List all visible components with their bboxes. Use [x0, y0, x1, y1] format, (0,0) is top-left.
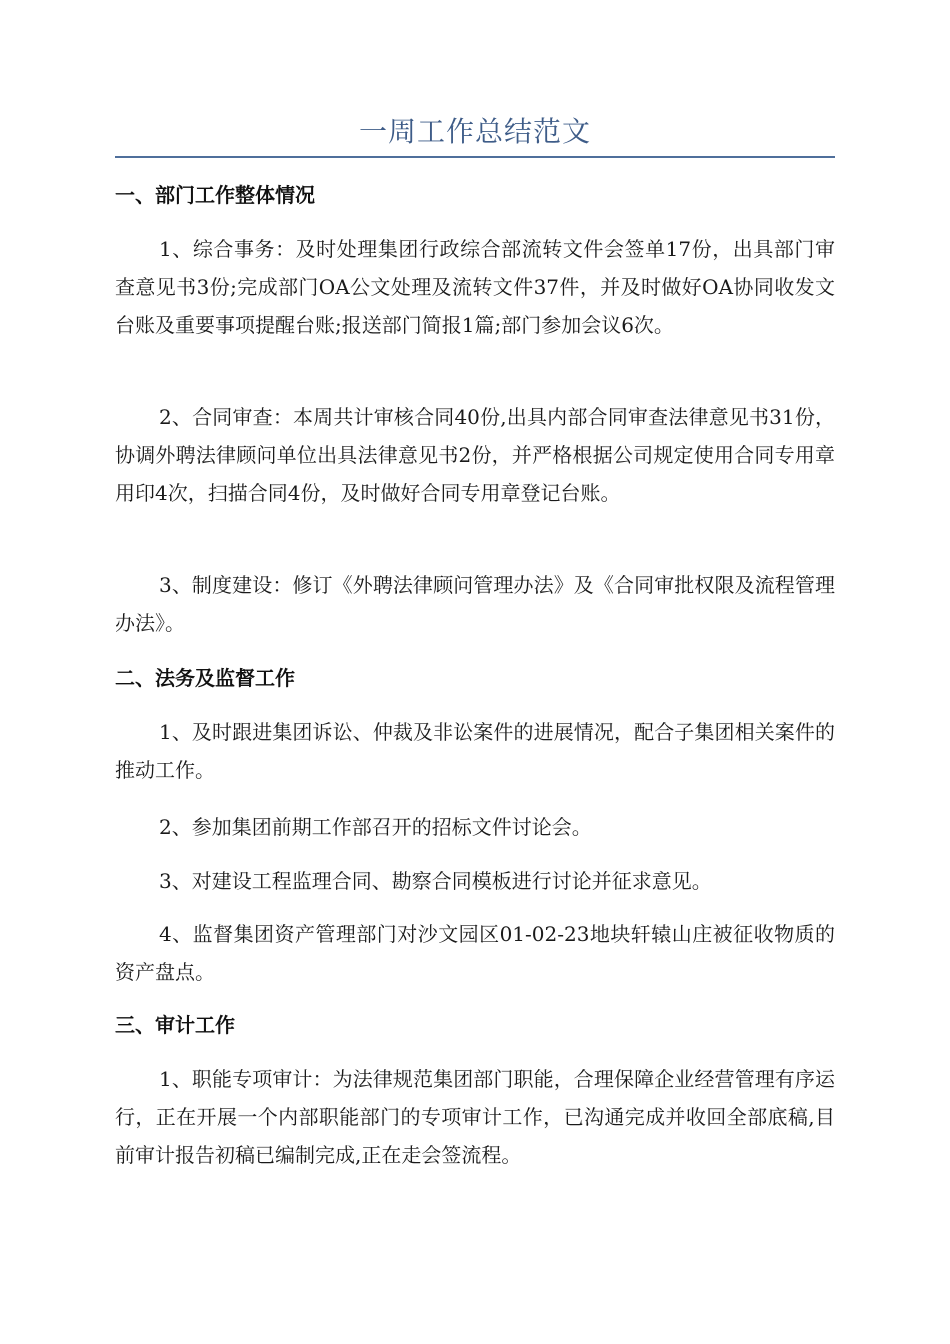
paragraph-3-1: 1、职能专项审计：为法律规范集团部门职能，合理保障企业经营管理有序运行，正在开展一个内部职能部门的专项审计工作，已沟通完成并收回全部底稿,目前审计报告初稿已编制完成,正在走会签流程。 [115, 1067, 835, 1167]
paragraph-1-3: 3、制度建设：修订《外聘法律顾问管理办法》及《合同审批权限及流程管理办法》。 [115, 573, 835, 635]
section-heading-2: 二、法务及监督工作 [115, 666, 295, 690]
paragraph-1-1: 1、综合事务：及时处理集团行政综合部流转文件会签单17份，出具部门审查意见书3份;完成部门OA公文处理及流转文件37件，并及时做好OA协同收发文台账及重要事项提醒台账;报送部门简报1篇;部门参加会议6次。 [115, 237, 835, 337]
section-heading-1: 一、部门工作整体情况 [115, 183, 315, 207]
paragraph-2-4: 4、监督集团资产管理部门对沙文园区01-02-23地块轩辕山庄被征收物质的资产盘点。 [115, 922, 835, 984]
paragraph-1-2: 2、合同审查：本周共计审核合同40份,出具内部合同审查法律意见书31份，协调外聘法律顾问单位出具法律意见书2份，并严格根据公司规定使用合同专用章用印4次，扫描合同4份，及时做好合同专用章登记台账。 [115, 405, 835, 505]
section-heading-3: 三、审计工作 [115, 1013, 235, 1037]
title-block [115, 110, 835, 158]
paragraph-2-1: 1、及时跟进集团诉讼、仲裁及非讼案件的进展情况，配合子集团相关案件的推动工作。 [115, 720, 835, 782]
document-title: 一周工作总结范文 [358, 115, 591, 148]
paragraph-2-2: 2、参加集团前期工作部召开的招标文件讨论会。 [159, 815, 592, 839]
paragraph-2-3: 3、对建设工程监理合同、勘察合同模板进行讨论并征求意见。 [159, 869, 712, 893]
